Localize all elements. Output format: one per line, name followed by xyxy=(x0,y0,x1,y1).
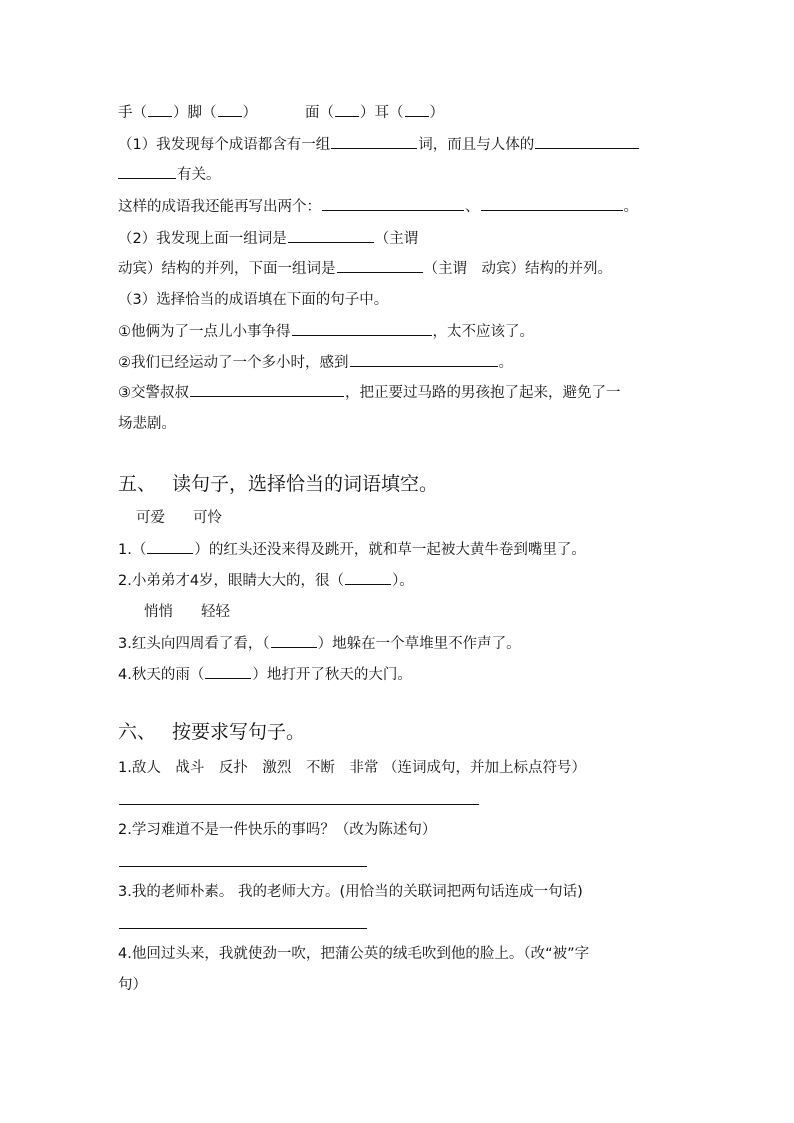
item-5-3: 3.红头向四周看了看，（ ）地躲在一个草堆里不作声了。 xyxy=(118,633,521,654)
item-6-3: 3.我的老师朴素。 我的老师大方。(用恰当的关联词把两句话连成一句话) xyxy=(118,884,583,900)
fill-blank[interactable] xyxy=(350,352,498,367)
fill-blank[interactable] xyxy=(148,102,172,117)
section-6-heading: 六、 按要求写句子。 xyxy=(118,721,306,743)
question-1-line-3: 这样的成语我还能再写出两个： 、 。 xyxy=(118,196,638,217)
idiom-row: 手（ ）脚（ ） 面（ ）耳（ ） xyxy=(118,102,444,123)
idiom-char: 脚 xyxy=(187,105,202,121)
fill-blank[interactable] xyxy=(405,102,429,117)
fill-blank[interactable] xyxy=(218,102,242,117)
question-2-line: （2）我发现上面一组词是 （主谓 xyxy=(118,228,418,249)
fill-blank[interactable] xyxy=(190,382,344,397)
fill-blank[interactable] xyxy=(335,102,359,117)
fill-blank[interactable] xyxy=(271,633,317,648)
item-6-4: 4.他回过头来，我就使劲一吹，把蒲公英的绒毛吹到他的脸上。（改“被”字 xyxy=(118,946,590,962)
answer-line[interactable] xyxy=(119,928,367,929)
item-5-1: 1.（ ）的红头还没来得及跳开，就和草一起被大黄牛卷到嘴里了。 xyxy=(118,539,586,560)
idiom-char: 耳 xyxy=(374,105,389,121)
fill-blank[interactable] xyxy=(322,196,464,211)
fill-blank[interactable] xyxy=(147,539,193,554)
fill-blank[interactable] xyxy=(292,321,432,336)
idiom-char: 面 xyxy=(305,105,320,121)
fill-blank[interactable] xyxy=(118,164,176,179)
item-5-4: 4.秋天的雨（ ）地打开了秋天的大门。 xyxy=(118,664,412,685)
fill-blank[interactable] xyxy=(337,258,423,273)
item-6-2: 2.学习难道不是一件快乐的事吗？（改为陈述句） xyxy=(118,822,437,838)
fill-blank[interactable] xyxy=(481,196,623,211)
question-2-line-2: 动宾）结构的并列，下面一组词是 （主谓 动宾）结构的并列。 xyxy=(118,258,612,279)
fill-blank[interactable] xyxy=(331,134,417,149)
sentence-2: ②我们已经运动了一个多小时，感到 。 xyxy=(118,352,513,373)
fill-blank[interactable] xyxy=(288,228,374,243)
sentence-3-cont: 场悲剧。 xyxy=(118,416,176,432)
question-3-line: （3）选择恰当的成语填在下面的句子中。 xyxy=(118,292,389,308)
section-5-heading: 五、 读句子，选择恰当的词语填空。 xyxy=(118,473,439,495)
item-6-1: 1.敌人 战斗 反扑 激烈 不断 非常 （连词成句，并加上标点符号） xyxy=(118,760,586,776)
answer-line[interactable] xyxy=(119,804,479,805)
item-5-2: 2.小弟弟才4岁，眼睛大大的，很（ ）。 xyxy=(118,570,414,591)
word-choices-1: 可爱 可怜 xyxy=(136,510,222,526)
idiom-char: 手 xyxy=(118,105,133,121)
fill-blank[interactable] xyxy=(345,570,391,585)
sentence-3: ③交警叔叔 ，把正要过马路的男孩抱了起来，避免了一 xyxy=(118,382,621,403)
sentence-1: ①他俩为了一点儿小事争得 ，太不应该了。 xyxy=(118,321,534,342)
question-1-line: （1）我发现每个成语都含有一组 词，而且与人体的 xyxy=(118,134,640,155)
fill-blank[interactable] xyxy=(205,664,251,679)
fill-blank[interactable] xyxy=(535,134,639,149)
question-1-line-2: 有关。 xyxy=(118,164,221,185)
word-choices-2: 悄悄 轻轻 xyxy=(144,604,230,620)
answer-line[interactable] xyxy=(119,866,367,867)
item-6-4-cont: 句） xyxy=(118,977,147,993)
